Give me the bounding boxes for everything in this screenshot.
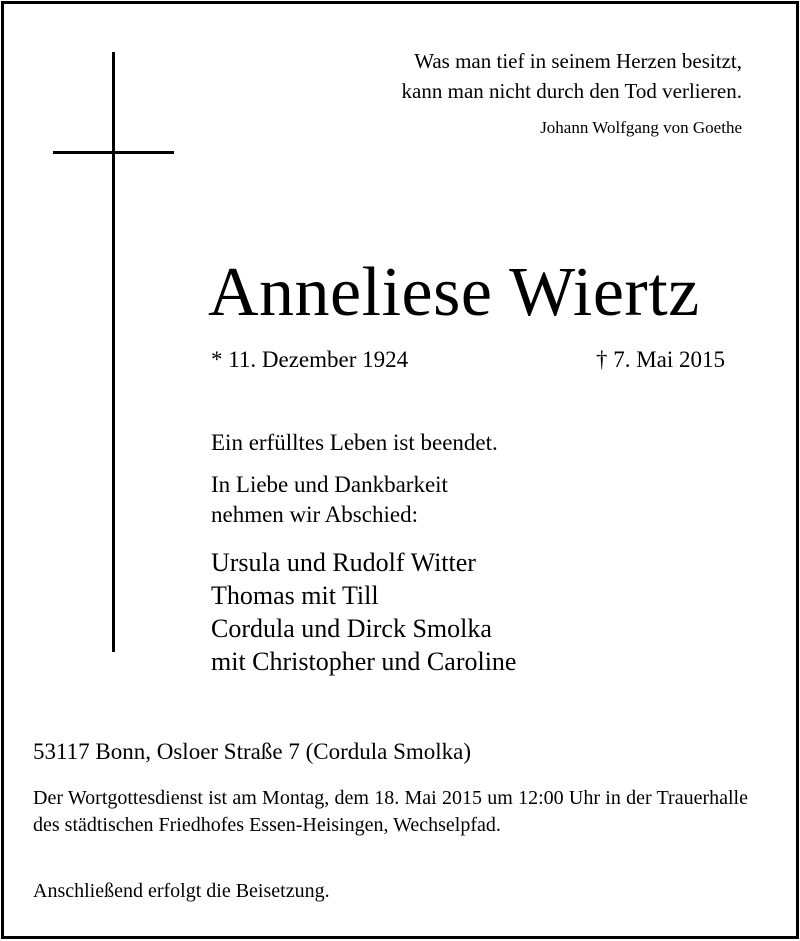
quote-author: Johann Wolfgang von Goethe (540, 118, 742, 137)
mourners-list (211, 546, 516, 678)
farewell-text (211, 470, 448, 530)
birth-date: * 11. Dezember 1924 (211, 347, 409, 372)
deceased-name: Anneliese Wiertz (208, 254, 700, 331)
quote-line: Was man tief in seinem Herzen besitzt, (414, 49, 742, 73)
burial-info: Anschließend erfolgt die Beisetzung. (33, 880, 330, 902)
mourner-name: Thomas mit Till (211, 581, 379, 610)
obituary-notice (1, 1, 799, 939)
cross-vertical-bar (112, 52, 115, 652)
farewell-line: In Liebe und Dankbarkeit (211, 472, 448, 497)
farewell-line: nehmen wir Abschied: (211, 502, 418, 527)
tribute-text: Ein erfülltes Leben ist beendet. (211, 430, 498, 455)
death-date: † 7. Mai 2015 (595, 347, 725, 372)
cross-horizontal-bar (53, 151, 174, 154)
mourner-name: mit Christopher und Caroline (211, 647, 517, 676)
mourner-name: Ursula und Rudolf Witter (211, 548, 476, 577)
service-info: Der Wortgottesdienst ist am Montag, dem 18. Mai 2015 um 12:00 Uhr in der Trauerhalle des städtischen Friedhofes Essen-Heisingen, Wechselpfad. (33, 787, 748, 836)
goethe-quote (402, 46, 742, 106)
quote-line: kann man nicht durch den Tod verlieren. (401, 79, 742, 103)
mourner-name: Cordula und Dirck Smolka (211, 614, 492, 643)
mourning-address: 53117 Bonn, Osloer Straße 7 (Cordula Smolka) (33, 739, 472, 764)
